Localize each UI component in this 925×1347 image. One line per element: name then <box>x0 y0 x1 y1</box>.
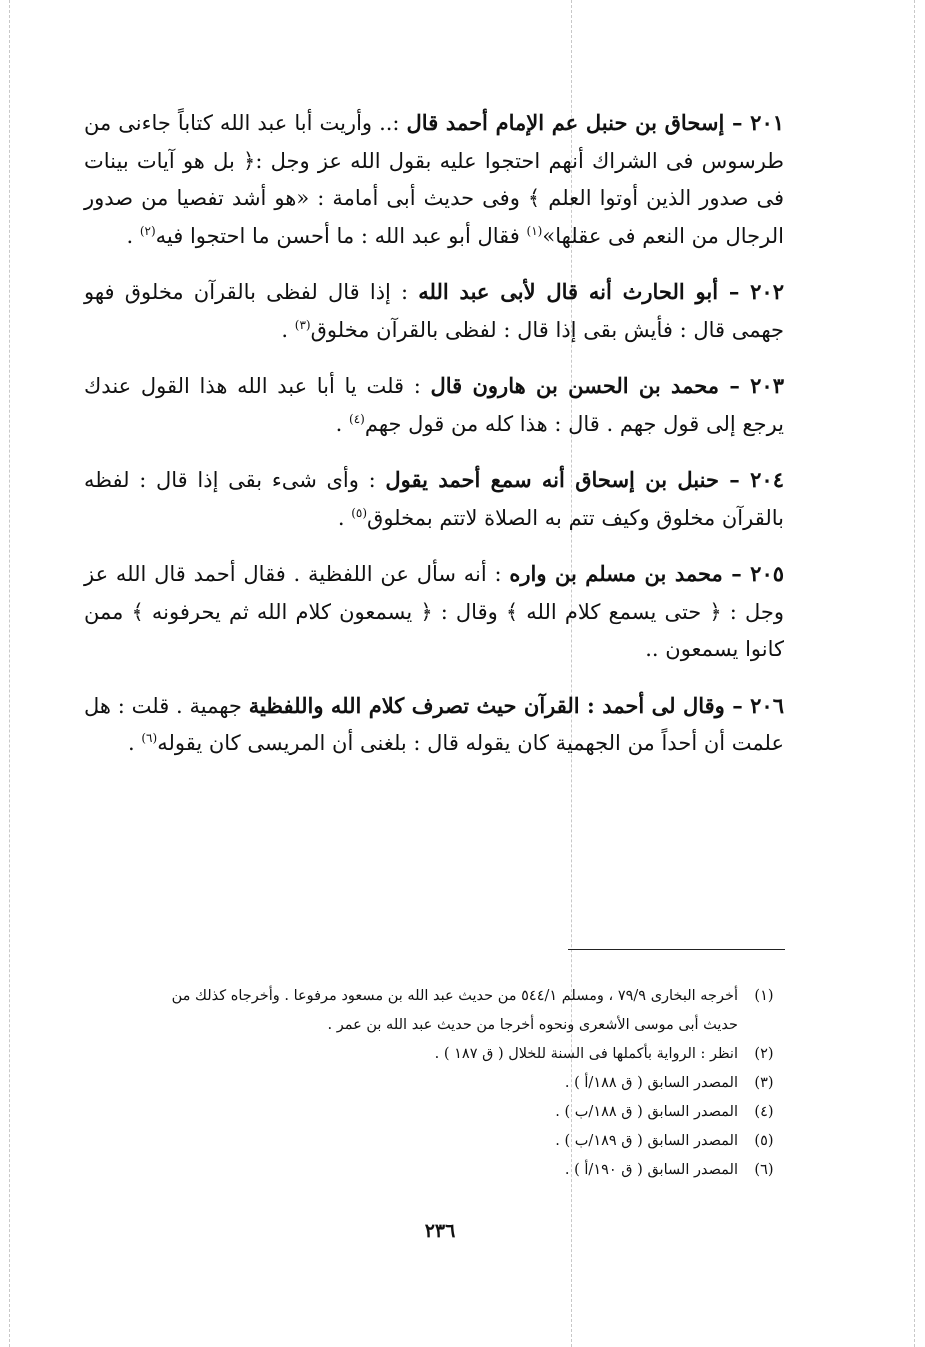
footnote-ref: (٣) <box>294 317 311 332</box>
paragraph-end: . <box>128 731 142 755</box>
paragraph-number: ٢٠٥ <box>750 561 785 586</box>
scan-edge-line <box>9 0 10 1347</box>
paragraph-201: ٢٠١ – إسحاق بن حنبل عم الإمام أحمد قال :.. وأريت أبا عبد الله كتاباً جاءنى من طرسوس فى الشراك أنهم احتجوا عليه بقول الله عز وجل :﴿ بل هو آيات بينات فى صدور الذين أوتوا العلم ﴾ وفى حديث أبى أمامة : «هو أشد تفصيا من صدور الرجال من النعم فى عقلها»$^{(١)}$ فقال أبو عبد الله : ما أحسن ما احتجوا فيه$^{(٢)}$ . <box>84 110 785 248</box>
page-number: ٢٣٦ <box>424 1220 456 1242</box>
paragraph-lead: أبو الحارث أنه قال لأبى عبد الله <box>418 279 719 304</box>
paragraph-205: ٢٠٥ – محمد بن مسلم بن واره : أنه سأل عن اللفظية . فقال أحمد قال الله عز وجل : ﴿ حتى يسمع كلام الله ﴾ وقال : ﴿ يسمعون كلام الله ثم يحرفونه ﴾ ممن كانوا يسمعون .. <box>84 561 785 661</box>
footnote-6 <box>150 1156 790 1185</box>
paragraph-text: جهمية . قلت : هل علمت أن أحداً من الجهمية كان يقوله قال : بلغنى أن المريسى كان يقوله <box>84 693 784 755</box>
paragraph-lead: محمد بن الحسن بن هارون قال <box>430 373 720 398</box>
footnote-3 <box>150 1069 790 1098</box>
paragraph-end: . <box>281 317 295 342</box>
footnote-text: المصدر السابق ( ق ١٨٨/أ ) . <box>564 1075 738 1091</box>
paragraph-text: : وأى شىء بقى إذا قال : لفظه بالقرآن مخلوق وكيف تتم به الصلاة لاتتم بمخلوق <box>84 468 784 530</box>
paragraph-number: ٢٠١ <box>750 110 785 135</box>
paragraph-text: : قلت يا أبا عبد الله هذا القول عندك يرجع إلى قول جهم . قال : هذا كله من قول جهم <box>84 374 784 436</box>
paragraph-text: : أنه سأل عن اللفظية . فقال أحمد قال الله عز وجل : ﴿ حتى يسمع كلام الله ﴾ وقال : ﴿ يسمعون كلام الله ثم يحرفونه ﴾ ممن كانوا يسمعون .. <box>84 562 784 661</box>
footnote-ref: (٤) <box>349 411 365 426</box>
paragraph-text: :.. وأريت أبا عبد الله كتاباً جاءنى من طرسوس فى الشراك أنهم احتجوا عليه بقول الله عز وجل :﴿ بل هو آيات بينات فى صدور الذين أوتوا العلم ﴾ وفى حديث أبى أمامة : «هو أشد تفصيا من صدور الرجال من النعم فى عقلها» <box>84 111 784 248</box>
footnote-1 <box>150 982 790 1040</box>
scan-edge-line <box>914 0 915 1347</box>
footnote-ref: (٢) <box>139 223 156 238</box>
paragraph-202: ٢٠٢ – أبو الحارث أنه قال لأبى عبد الله : إذا قال لفظى بالقرآن مخلوق فهو جهمى قال : فأيش بقى إذا قال : لفظى بالقرآن مخلوق$^{(٣)}$ . <box>84 279 784 342</box>
paragraph-number: ٢٠٦ <box>750 692 784 718</box>
paragraph-end: . <box>126 223 140 248</box>
footnote-text: انظر : الرواية بأكملها فى السنة للخلال ( ق ١٨٧ ) . <box>434 1046 738 1062</box>
paragraph-end: . <box>335 411 350 436</box>
footnote-separator <box>568 949 785 950</box>
paragraph-lead: حنبل بن إسحاق أنه سمع أحمد يقول <box>385 467 719 492</box>
paragraph-number: ٢٠٤ <box>750 467 784 492</box>
footnote-ref: (٦) <box>141 731 158 745</box>
footnote-number: (١) <box>754 988 774 1004</box>
paragraph-end: . <box>337 505 352 530</box>
footnote-number: (٤) <box>754 1104 774 1120</box>
footnote-ref: (٥) <box>351 505 368 520</box>
footnotes <box>150 982 790 1185</box>
footnote-4 <box>150 1098 790 1127</box>
footnote-ref: (١) <box>526 223 543 238</box>
footnote-text: المصدر السابق ( ق ١٨٩/ب ) . <box>555 1133 738 1149</box>
footnote-2 <box>150 1040 790 1069</box>
footnote-number: (٣) <box>754 1075 774 1091</box>
paragraph-number: ٢٠٣ <box>750 373 784 398</box>
paragraph-lead: محمد بن مسلم بن واره <box>509 561 723 586</box>
footnote-number: (٢) <box>754 1046 774 1062</box>
footnote-number: (٦) <box>754 1162 774 1178</box>
paragraph-lead: إسحاق بن حنبل عم الإمام أحمد قال <box>406 110 725 135</box>
main-text <box>84 104 784 781</box>
paragraph-lead: وقال لى أحمد : القرآن حيث تصرف كلام الله واللفظية <box>248 692 725 718</box>
paragraph-204: ٢٠٤ – حنبل بن إسحاق أنه سمع أحمد يقول : وأى شىء بقى إذا قال : لفظه بالقرآن مخلوق وكيف تتم به الصلاة لاتتم بمخلوق$^{(٥)}$ . <box>84 467 784 530</box>
paragraph-text: فقال أبو عبد الله : ما أحسن ما احتجوا فيه <box>155 223 527 248</box>
paragraph-text: : إذا قال لفظى بالقرآن مخلوق فهو جهمى قال : فأيش بقى إذا قال : لفظى بالقرآن مخلوق <box>84 280 784 342</box>
footnote-text: المصدر السابق ( ق ١٨٨/ب ) . <box>555 1104 738 1120</box>
footnote-5 <box>150 1127 790 1156</box>
paragraph-203: ٢٠٣ – محمد بن الحسن بن هارون قال : قلت يا أبا عبد الله هذا القول عندك يرجع إلى قول جهم . قال : هذا كله من قول جهم$^{(٤)}$ . <box>84 373 784 436</box>
footnote-number: (٥) <box>754 1133 774 1149</box>
footnote-text: المصدر السابق ( ق ١٩٠/أ ) . <box>564 1162 738 1178</box>
footnote-text: أخرجه البخارى ٧٩/٩ ، ومسلم ٥٤٤/١ من حديث عبد الله بن مسعود مرفوعا . وأخرجاه كذلك من حديث أبى موسى الأشعرى ونحوه أخرجا من حديث عبد الله بن عمر . <box>171 988 738 1033</box>
paragraph-206: ٢٠٦ – وقال لى أحمد : القرآن حيث تصرف كلام الله واللفظية جهمية . قلت : هل علمت أن أحداً من الجهمية كان يقوله قال : بلغنى أن المريسى كان يقوله$^{(٦)}$ . <box>84 692 784 755</box>
paragraph-number: ٢٠٢ <box>750 279 784 304</box>
